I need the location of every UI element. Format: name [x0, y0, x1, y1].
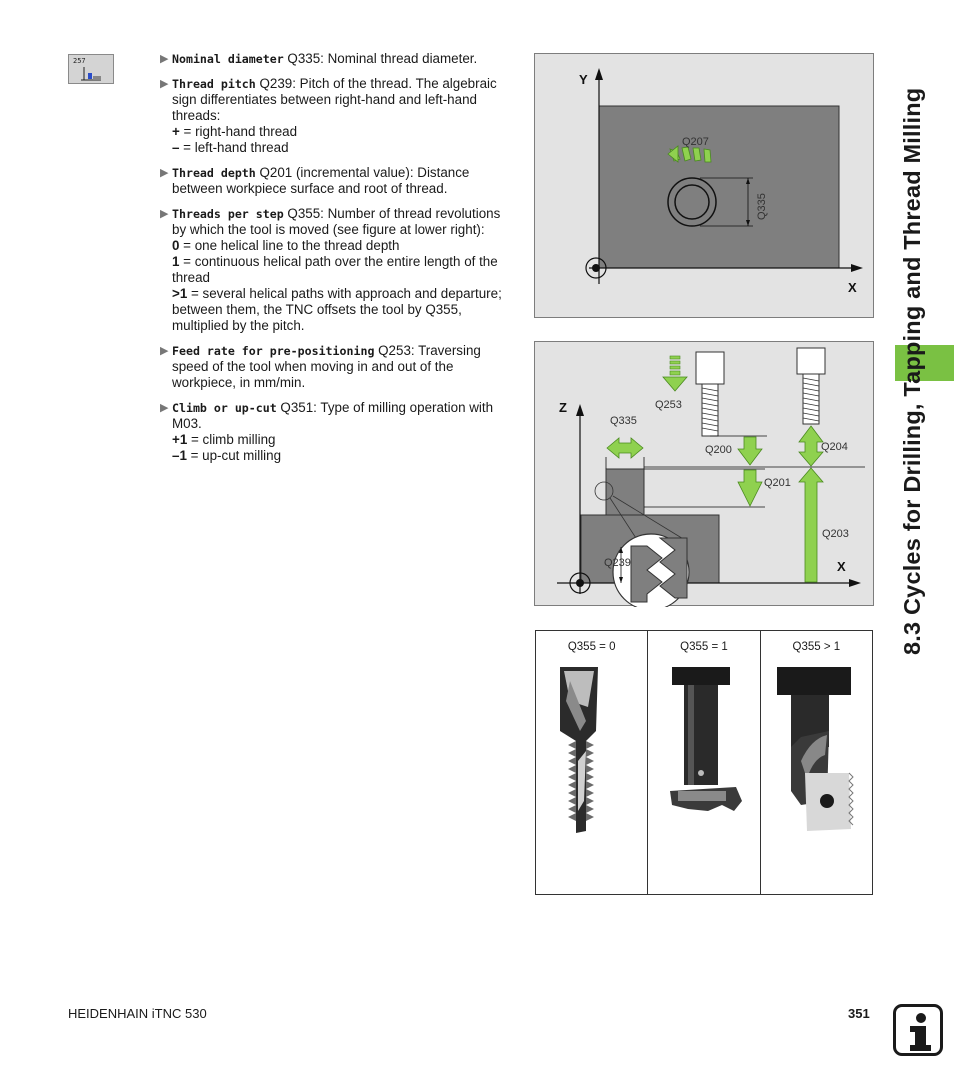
table-column	[536, 631, 648, 894]
figure-xz-plane	[534, 341, 874, 606]
param-option: +1 = climb milling	[172, 432, 276, 447]
table-header: Q355 = 0	[567, 641, 616, 653]
page-number: 351	[848, 1006, 870, 1021]
q204-label: Q204	[821, 441, 848, 453]
param-code: Nominal diameter	[172, 52, 284, 66]
table-header: Q355 > 1	[792, 641, 841, 653]
param-code: Climb or up-cut	[172, 401, 277, 415]
axis-x-label: X	[837, 559, 846, 574]
q335-arrow	[607, 438, 643, 458]
table-column	[761, 631, 872, 894]
bullet-arrow-icon: ▶	[160, 345, 169, 357]
param-option: >1 = several helical paths with approach and departure; between them, the TNC offsets the tool by Q355, multiplied by the pitch.	[172, 286, 502, 333]
softkey-number: 257	[73, 57, 86, 65]
figure-xy-plane	[534, 53, 874, 318]
param-option: 0 = one helical line to the thread depth	[172, 238, 400, 253]
q207-label: Q207	[682, 136, 709, 148]
bullet-arrow-icon: ▶	[160, 402, 169, 414]
q335-label: Q335	[610, 415, 637, 427]
q201-arrow	[738, 470, 762, 506]
info-icon	[893, 1004, 943, 1056]
q203-label: Q203	[822, 528, 849, 540]
param-option: 1 = continuous helical path over the entire length of the thread	[172, 254, 498, 285]
param-code: Threads per step	[172, 207, 284, 221]
axis-z-label: Z	[559, 400, 567, 415]
param-option: –1 = up-cut milling	[172, 448, 282, 463]
param-thread-depth	[160, 165, 512, 197]
axis-x-label: X	[848, 280, 857, 295]
q253-arrow	[663, 377, 687, 391]
cycle-softkey	[68, 54, 114, 84]
param-text: Q201 (incremental value): Distance between workpiece surface and root of thread.	[172, 165, 470, 196]
bullet-arrow-icon: ▶	[160, 78, 169, 90]
threads-per-step-table	[535, 630, 873, 895]
single-profile-tool-image	[648, 661, 760, 836]
footer-product-name: HEIDENHAIN iTNC 530	[68, 1006, 207, 1021]
bullet-arrow-icon: ▶	[160, 53, 169, 65]
param-nominal-diameter	[160, 51, 512, 67]
param-code: Thread depth	[172, 166, 256, 180]
param-text: Q239: Pitch of the thread. The algebraic sign differentiates between right-hand and left-hand threads:	[172, 76, 497, 123]
q200-label: Q200	[705, 444, 732, 456]
section-title: 8.3 Cycles for Drilling, Tapping and Thread Milling	[899, 87, 925, 655]
param-climb-or-upcut	[160, 400, 512, 464]
indexable-insert-tool-image	[761, 661, 873, 836]
param-threads-per-step	[160, 206, 512, 334]
table-header: Q355 = 1	[680, 641, 728, 653]
param-text: Q253: Traversing speed of the tool when moving in and out of the workpiece, in mm/min.	[172, 343, 481, 390]
q203-arrow	[799, 468, 823, 582]
bullet-arrow-icon: ▶	[160, 208, 169, 220]
q335-label: Q335	[756, 193, 768, 220]
thread-mill-tool-image	[536, 661, 648, 836]
q239-label: Q239	[604, 557, 631, 569]
param-feed-rate-prepositioning	[160, 343, 512, 391]
parameter-list	[160, 51, 512, 473]
q200-arrow	[738, 437, 762, 465]
q253-label: Q253	[655, 399, 682, 411]
bullet-arrow-icon: ▶	[160, 167, 169, 179]
param-text: Q355: Number of thread revolutions by which the tool is moved (see figure at lower right):	[172, 206, 501, 237]
q204-arrow	[799, 426, 823, 466]
axis-y-label: Y	[579, 72, 588, 87]
param-option: + = right-hand thread	[172, 124, 298, 139]
param-option: – = left-hand thread	[172, 140, 289, 155]
param-code: Thread pitch	[172, 77, 256, 91]
param-text: Q335: Nominal thread diameter.	[283, 51, 478, 66]
param-code: Feed rate for pre-positioning	[172, 344, 375, 358]
q201-label: Q201	[764, 477, 791, 489]
param-thread-pitch	[160, 76, 512, 156]
table-column	[648, 631, 760, 894]
param-text: Q351: Type of milling operation with M03.	[172, 400, 494, 431]
